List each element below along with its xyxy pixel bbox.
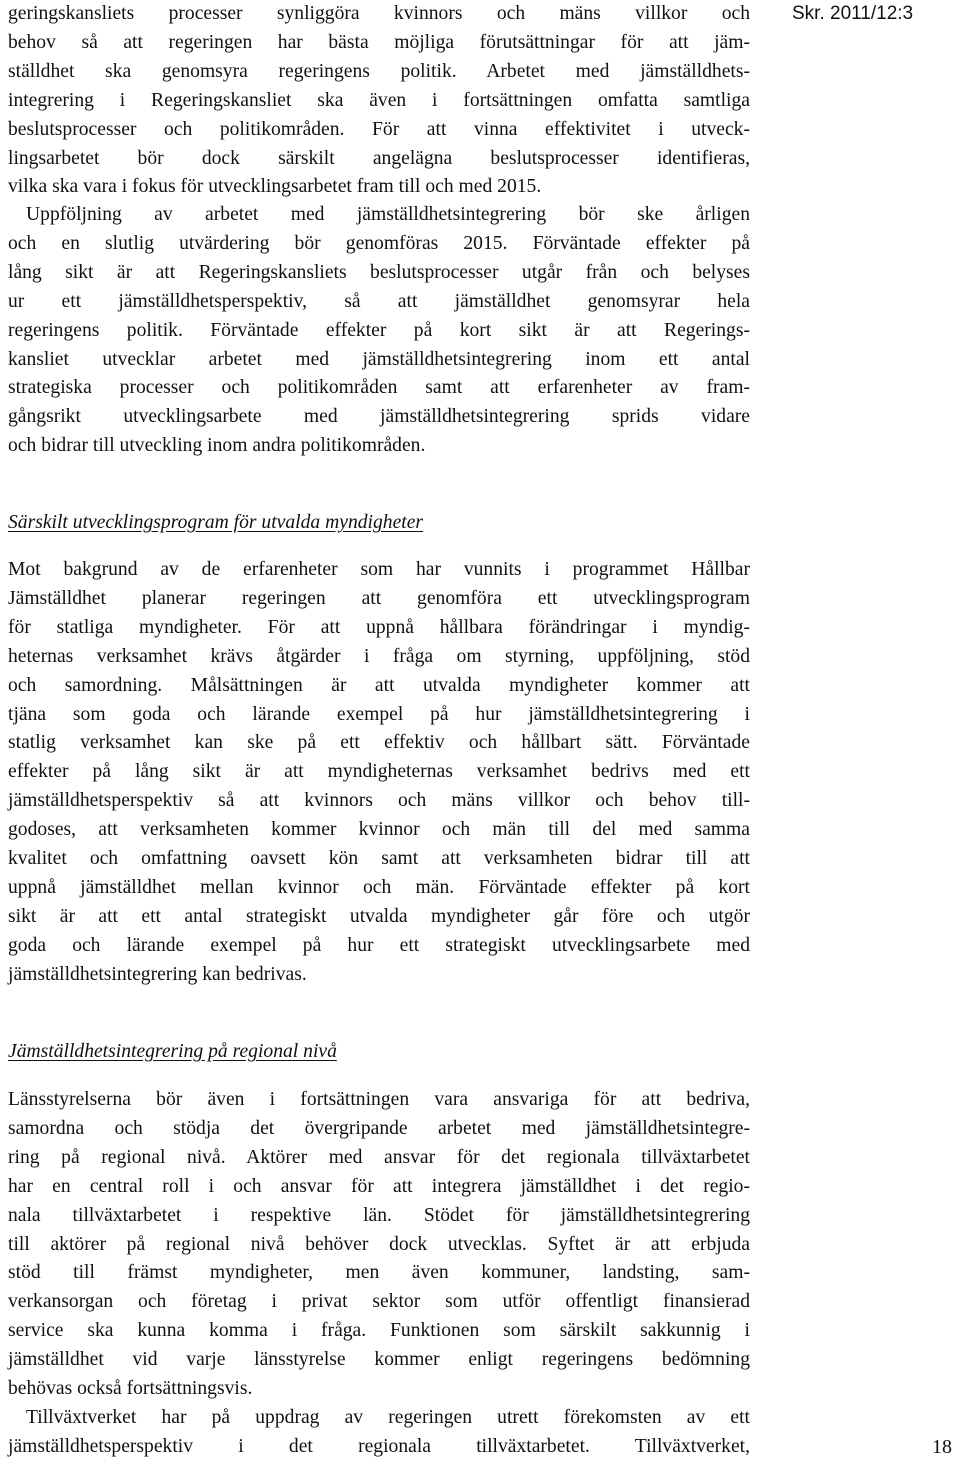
text-line: jämställdhet vid varje länsstyrelse kommer enligt regeringens bedömning bbox=[8, 1349, 750, 1371]
text-line: samordna och stödja det övergripande arbetet med jämställdhetsintegre- bbox=[8, 1117, 750, 1139]
text-line: har en central roll i och ansvar för att integrera jämställdhet i det regio- bbox=[8, 1175, 750, 1197]
text-line: Mot bakgrund av de erfarenheter som har vunnits i programmet Hållbar bbox=[8, 559, 750, 580]
text-line: för statliga myndigheter. För att uppnå hållbara förändringar i myndig- bbox=[8, 616, 750, 638]
paragraph-text bbox=[8, 201, 750, 461]
text-line: service ska kunna komma i fråga. Funktionen som särskilt sakkunnig i bbox=[8, 1320, 750, 1342]
text-line: jämställdhetsperspektiv så att kvinnors och mäns villkor och behov till- bbox=[8, 790, 750, 812]
paragraph-text bbox=[8, 1404, 750, 1462]
text-line: ring på regional nivå. Aktörer med ansvar för det regionala tillväxtarbetet bbox=[8, 1146, 750, 1168]
section-heading-programme: Särskilt utvecklingsprogram för utvalda myndigheter bbox=[8, 512, 424, 533]
text-line: lingsarbetet bör dock särskilt angelägna beslutsprocesser identifieras, bbox=[8, 147, 750, 169]
section-2-paragraphs bbox=[8, 1086, 750, 1462]
text-line: Länsstyrelserna bör även i fortsättningen vara ansvariga för att bedriva, bbox=[8, 1089, 750, 1110]
text-line: integrering i Regeringskansliet ska även i fortsättningen omfatta samtliga bbox=[8, 89, 750, 111]
intro-paragraph-1 bbox=[8, 0, 750, 202]
text-line: heternas verksamhet krävs åtgärder i fråga om styrning, uppföljning, stöd bbox=[8, 645, 750, 667]
paragraph-text bbox=[8, 1086, 750, 1404]
section-1-paragraph bbox=[8, 556, 750, 990]
text-line: godoses, att verksamheten kommer kvinnor och män till del med samma bbox=[8, 819, 750, 841]
text-line: statlig verksamhet kan ske på ett effektiv och hållbart sätt. Förväntade bbox=[8, 732, 750, 754]
text-line: ur ett jämställdhetsperspektiv, så att jämställdhet genomsyrar hela bbox=[8, 290, 750, 312]
text-line: regeringens politik. Förväntade effekter på kort sikt är att Regerings- bbox=[8, 319, 750, 341]
text-line: Tillväxtverket har på uppdrag av regeringen utrett förekomsten av ett bbox=[26, 1406, 750, 1428]
text-line: behov så att regeringen har bästa möjliga förutsättningar för att jäm- bbox=[8, 31, 750, 53]
text-line: ställdhet ska genomsyra regeringens politik. Arbetet med jämställdhets- bbox=[8, 60, 750, 82]
text-line: jämställdhetsintegrering kan bedrivas. bbox=[8, 963, 307, 985]
text-line: uppnå jämställdhet mellan kvinnor och män. Förväntade effekter på kort bbox=[8, 876, 750, 898]
text-line: och samordning. Målsättningen är att utvalda myndigheter kommer att bbox=[8, 674, 750, 696]
paragraph-text bbox=[8, 0, 750, 202]
text-line: sikt är att ett antal strategiskt utvalda myndigheter går före och utgör bbox=[8, 905, 750, 927]
text-line: behövas också fortsättningsvis. bbox=[8, 1378, 253, 1400]
text-line: kvalitet och omfattning oavsett kön samt att verksamheten bidrar till att bbox=[8, 848, 750, 870]
document-reference: Skr. 2011/12:3 bbox=[792, 3, 914, 24]
text-line: lång sikt är att Regeringskansliets beslutsprocesser utgår från och belyses bbox=[8, 261, 750, 283]
text-line: effekter på lång sikt är att myndigheternas verksamhet bedrivs med ett bbox=[8, 761, 750, 783]
text-line: kansliet utvecklar arbetet med jämställdhetsintegrering inom ett antal bbox=[8, 348, 750, 370]
text-line: nala tillväxtarbetet i respektive län. Stödet för jämställdhetsintegrering bbox=[8, 1204, 750, 1226]
paragraph-text bbox=[8, 556, 750, 990]
page-number: 18 bbox=[932, 1436, 952, 1458]
text-line: Jämställdhet planerar regeringen att genomföra ett utvecklingsprogram bbox=[8, 587, 750, 609]
text-line: och bidrar till utveckling inom andra politikområden. bbox=[8, 435, 426, 457]
text-line: och en slutlig utvärdering bör genomföras 2015. Förväntade effekter på bbox=[8, 232, 750, 254]
text-line: strategiska processer och politikområden samt att erfarenheter av fram- bbox=[8, 377, 750, 399]
intro-paragraph-2 bbox=[8, 201, 750, 461]
text-line: vilka ska vara i fokus för utvecklingsarbetet fram till och med 2015. bbox=[8, 176, 542, 198]
text-line: goda och lärande exempel på hur ett strategiskt utvecklingsarbete med bbox=[8, 934, 750, 956]
text-line: verkansorgan och företag i privat sektor som utför offentligt finansierad bbox=[8, 1291, 750, 1313]
section-heading-regional: Jämställdhetsintegrering på regional nivå bbox=[8, 1041, 337, 1062]
text-line: tjäna som goda och lärande exempel på hur jämställdhetsintegrering i bbox=[8, 703, 750, 725]
text-line: beslutsprocesser och politikområden. För att vinna effektivitet i utveck- bbox=[8, 118, 750, 140]
text-line: stöd till främst myndigheter, men även kommuner, landsting, sam- bbox=[8, 1262, 750, 1284]
text-line: gångsrikt utvecklingsarbete med jämställdhetsintegrering sprids vidare bbox=[8, 406, 750, 428]
text-line: jämställdhetsperspektiv i det regionala tillväxtarbetet. Tillväxtverket, bbox=[8, 1435, 750, 1457]
text-line: Uppföljning av arbetet med jämställdhetsintegrering bör ske årligen bbox=[26, 204, 750, 225]
text-line: geringskansliets processer synliggöra kvinnors och mäns villkor och bbox=[8, 3, 750, 24]
text-line: till aktörer på regional nivå behöver dock utvecklas. Syftet är att erbjuda bbox=[8, 1233, 750, 1255]
